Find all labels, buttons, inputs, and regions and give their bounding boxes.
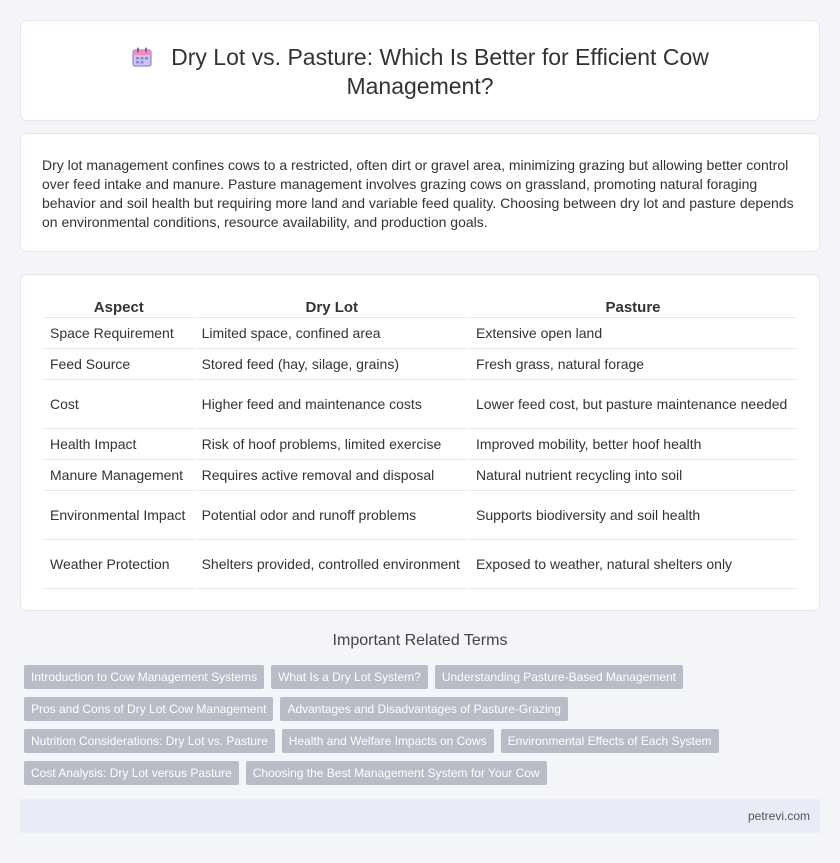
table-row [44, 349, 796, 380]
aspect-cell: Environmental Impact [44, 491, 194, 540]
tag-row [24, 761, 724, 785]
related-term-tag[interactable]: What Is a Dry Lot System? [271, 665, 428, 689]
dry-lot-cell: Requires active removal and disposal [196, 460, 468, 491]
table-row [44, 460, 796, 491]
related-terms-title: Important Related Terms [332, 632, 508, 649]
aspect-cell: Manure Management [44, 460, 194, 491]
table-row [44, 491, 796, 540]
table-row [44, 318, 796, 349]
page-title: Dry Lot vs. Pasture: Which Is Better for Efficient Cow Management? [171, 44, 709, 99]
related-term-tag[interactable]: Advantages and Disadvantages of Pasture-Grazing [280, 697, 568, 721]
footer [20, 799, 820, 833]
tag-row [24, 697, 724, 721]
pasture-cell: Supports biodiversity and soil health [470, 491, 796, 540]
related-term-tag[interactable]: Choosing the Best Management System for Your Cow [246, 761, 547, 785]
table-header-row [44, 296, 796, 318]
aspect-cell: Feed Source [44, 349, 194, 380]
aspect-cell: Cost [44, 380, 194, 429]
calendar-icon [131, 46, 153, 68]
pasture-cell: Lower feed cost, but pasture maintenance needed [470, 380, 796, 429]
table-row [44, 380, 796, 429]
header-pasture: Pasture [470, 296, 796, 318]
comparison-card [20, 274, 820, 611]
related-term-tag[interactable]: Understanding Pasture-Based Management [435, 665, 683, 689]
dry-lot-cell: Shelters provided, controlled environment [196, 540, 468, 589]
dry-lot-cell: Higher feed and maintenance costs [196, 380, 468, 429]
intro-card [20, 133, 820, 252]
related-term-tag[interactable]: Nutrition Considerations: Dry Lot vs. Pasture [24, 729, 275, 753]
header-aspect: Aspect [44, 296, 194, 318]
title-card [20, 20, 820, 121]
intro-paragraph: Dry lot management confines cows to a restricted, often dirt or gravel area, minimizing grazing but allowing better control over feed intake and manure. Pasture management involves grazing cows on grassland, promoting natural foraging behavior and soil health but requiring more land and variable feed quality. Choosing between dry lot and pasture depends on environmental conditions, resource availability, and production goals. [42, 157, 794, 230]
related-term-tag[interactable]: Cost Analysis: Dry Lot versus Pasture [24, 761, 239, 785]
pasture-cell: Natural nutrient recycling into soil [470, 460, 796, 491]
table-row [44, 540, 796, 589]
tag-row [24, 665, 724, 689]
dry-lot-cell: Potential odor and runoff problems [196, 491, 468, 540]
dry-lot-cell: Stored feed (hay, silage, grains) [196, 349, 468, 380]
related-terms-list [24, 665, 724, 793]
table-row [44, 429, 796, 460]
dry-lot-cell: Risk of hoof problems, limited exercise [196, 429, 468, 460]
page-title-row [21, 43, 819, 101]
footer-site-link[interactable]: petrevi.com [747, 809, 810, 823]
tag-row [24, 729, 724, 753]
related-term-tag[interactable]: Environmental Effects of Each System [501, 729, 719, 753]
aspect-cell: Health Impact [44, 429, 194, 460]
pasture-cell: Fresh grass, natural forage [470, 349, 796, 380]
pasture-cell: Improved mobility, better hoof health [470, 429, 796, 460]
aspect-cell: Weather Protection [44, 540, 194, 589]
dry-lot-cell: Limited space, confined area [196, 318, 468, 349]
comparison-table [42, 296, 798, 589]
pasture-cell: Exposed to weather, natural shelters only [470, 540, 796, 589]
aspect-cell: Space Requirement [44, 318, 194, 349]
related-term-tag[interactable]: Health and Welfare Impacts on Cows [282, 729, 494, 753]
related-term-tag[interactable]: Pros and Cons of Dry Lot Cow Management [24, 697, 273, 721]
header-dry-lot: Dry Lot [196, 296, 468, 318]
related-term-tag[interactable]: Introduction to Cow Management Systems [24, 665, 264, 689]
pasture-cell: Extensive open land [470, 318, 796, 349]
